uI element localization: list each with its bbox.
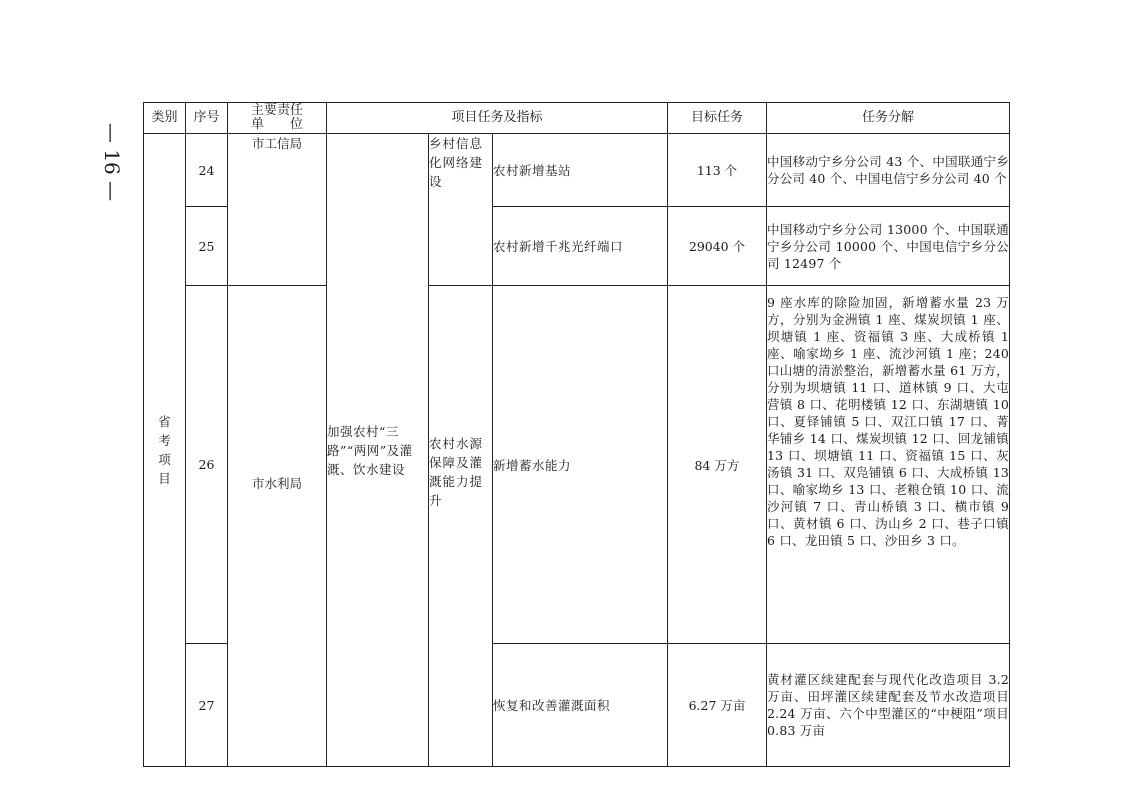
category-label: 省考项目 (158, 414, 171, 486)
header-target: 目标任务 (668, 103, 767, 134)
header-unit-line2: 单 位 (250, 117, 303, 132)
breakdown-cell: 中国移动宁乡分公司 13000 个、中国联通宁乡分公司 10000 个、中国电信宁乡分公司 12497 个 (767, 207, 1010, 286)
seq-cell: 27 (186, 644, 228, 767)
header-unit-line1: 主要责任 (250, 103, 303, 118)
breakdown-cell: 黄材灌区续建配套与现代化改造项目 3.2 万亩、田坪灌区续建配套及节水改造项目 2.24 万亩、六个中型灌区的“中梗阻”项目 0.83 万亩 (767, 644, 1010, 767)
group-task-cell: 加强农村“三路”“两网”及灌溉、饮水建设 (327, 134, 429, 767)
header-task: 项目任务及指标 (327, 103, 668, 134)
indicator-cell: 农村新增千兆光纤端口 (493, 207, 668, 286)
breakdown-cell: 9 座水库的除险加固，新增蓄水量 23 万方，分别为金洲镇 1 座、煤炭坝镇 1 座、坝塘镇 1 座、资福镇 3 座、大成桥镇 1 座、喻家坳乡 1 座、流沙河镇 1 座；240 口山塘的清淤整治，新增蓄水量 61 万方，分别为坝塘镇 11 口、道林镇 9 口、大屯营镇 8 口、花明楼镇 12 口、东湖塘镇 10 口、夏铎铺镇 5 口、双江口镇 17 口、菁华铺乡 14 口、煤炭坝镇 12 口、回龙铺镇 13 口、坝塘镇 11 口、资福镇 15 口、灰汤镇 31 口、双凫铺镇 6 口、大成桥镇 13 口、喻家坳乡 13 口、老粮仓镇 10 口、流沙河镇 7 口、青山桥镇 3 口、横市镇 9 口、黄材镇 6 口、沩山乡 2 口、巷子口镇 6 口、龙田镇 5 口、沙田乡 3 口。 (767, 286, 1010, 644)
subtask-cell-it: 乡村信息化网络建设 (429, 134, 493, 286)
seq-cell: 24 (186, 134, 228, 207)
category-cell (144, 134, 186, 767)
target-cell: 113 个 (668, 134, 767, 207)
table-row (144, 286, 1010, 644)
subtask-cell-water: 农村水源保障及灌溉能力提升 (429, 286, 493, 767)
unit-cell-it: 市工信局 (228, 134, 327, 286)
target-cell: 6.27 万亩 (668, 644, 767, 767)
unit-cell-water: 市水利局 (228, 286, 327, 767)
breakdown-cell: 中国移动宁乡分公司 43 个、中国联通宁乡分公司 40 个、中国电信宁乡分公司 40 个 (767, 134, 1010, 207)
header-unit (228, 103, 327, 134)
task-table (143, 102, 1010, 767)
page-number: — 16 — (100, 122, 124, 202)
seq-cell: 26 (186, 286, 228, 644)
header-breakdown: 任务分解 (767, 103, 1010, 134)
indicator-cell: 新增蓄水能力 (493, 286, 668, 644)
header-category: 类别 (144, 103, 186, 134)
header-row (144, 103, 1010, 134)
table-row (144, 134, 1010, 207)
target-cell: 29040 个 (668, 207, 767, 286)
seq-cell: 25 (186, 207, 228, 286)
indicator-cell: 农村新增基站 (493, 134, 668, 207)
indicator-cell: 恢复和改善灌溉面积 (493, 644, 668, 767)
header-seq: 序号 (186, 103, 228, 134)
target-cell: 84 万方 (668, 286, 767, 644)
